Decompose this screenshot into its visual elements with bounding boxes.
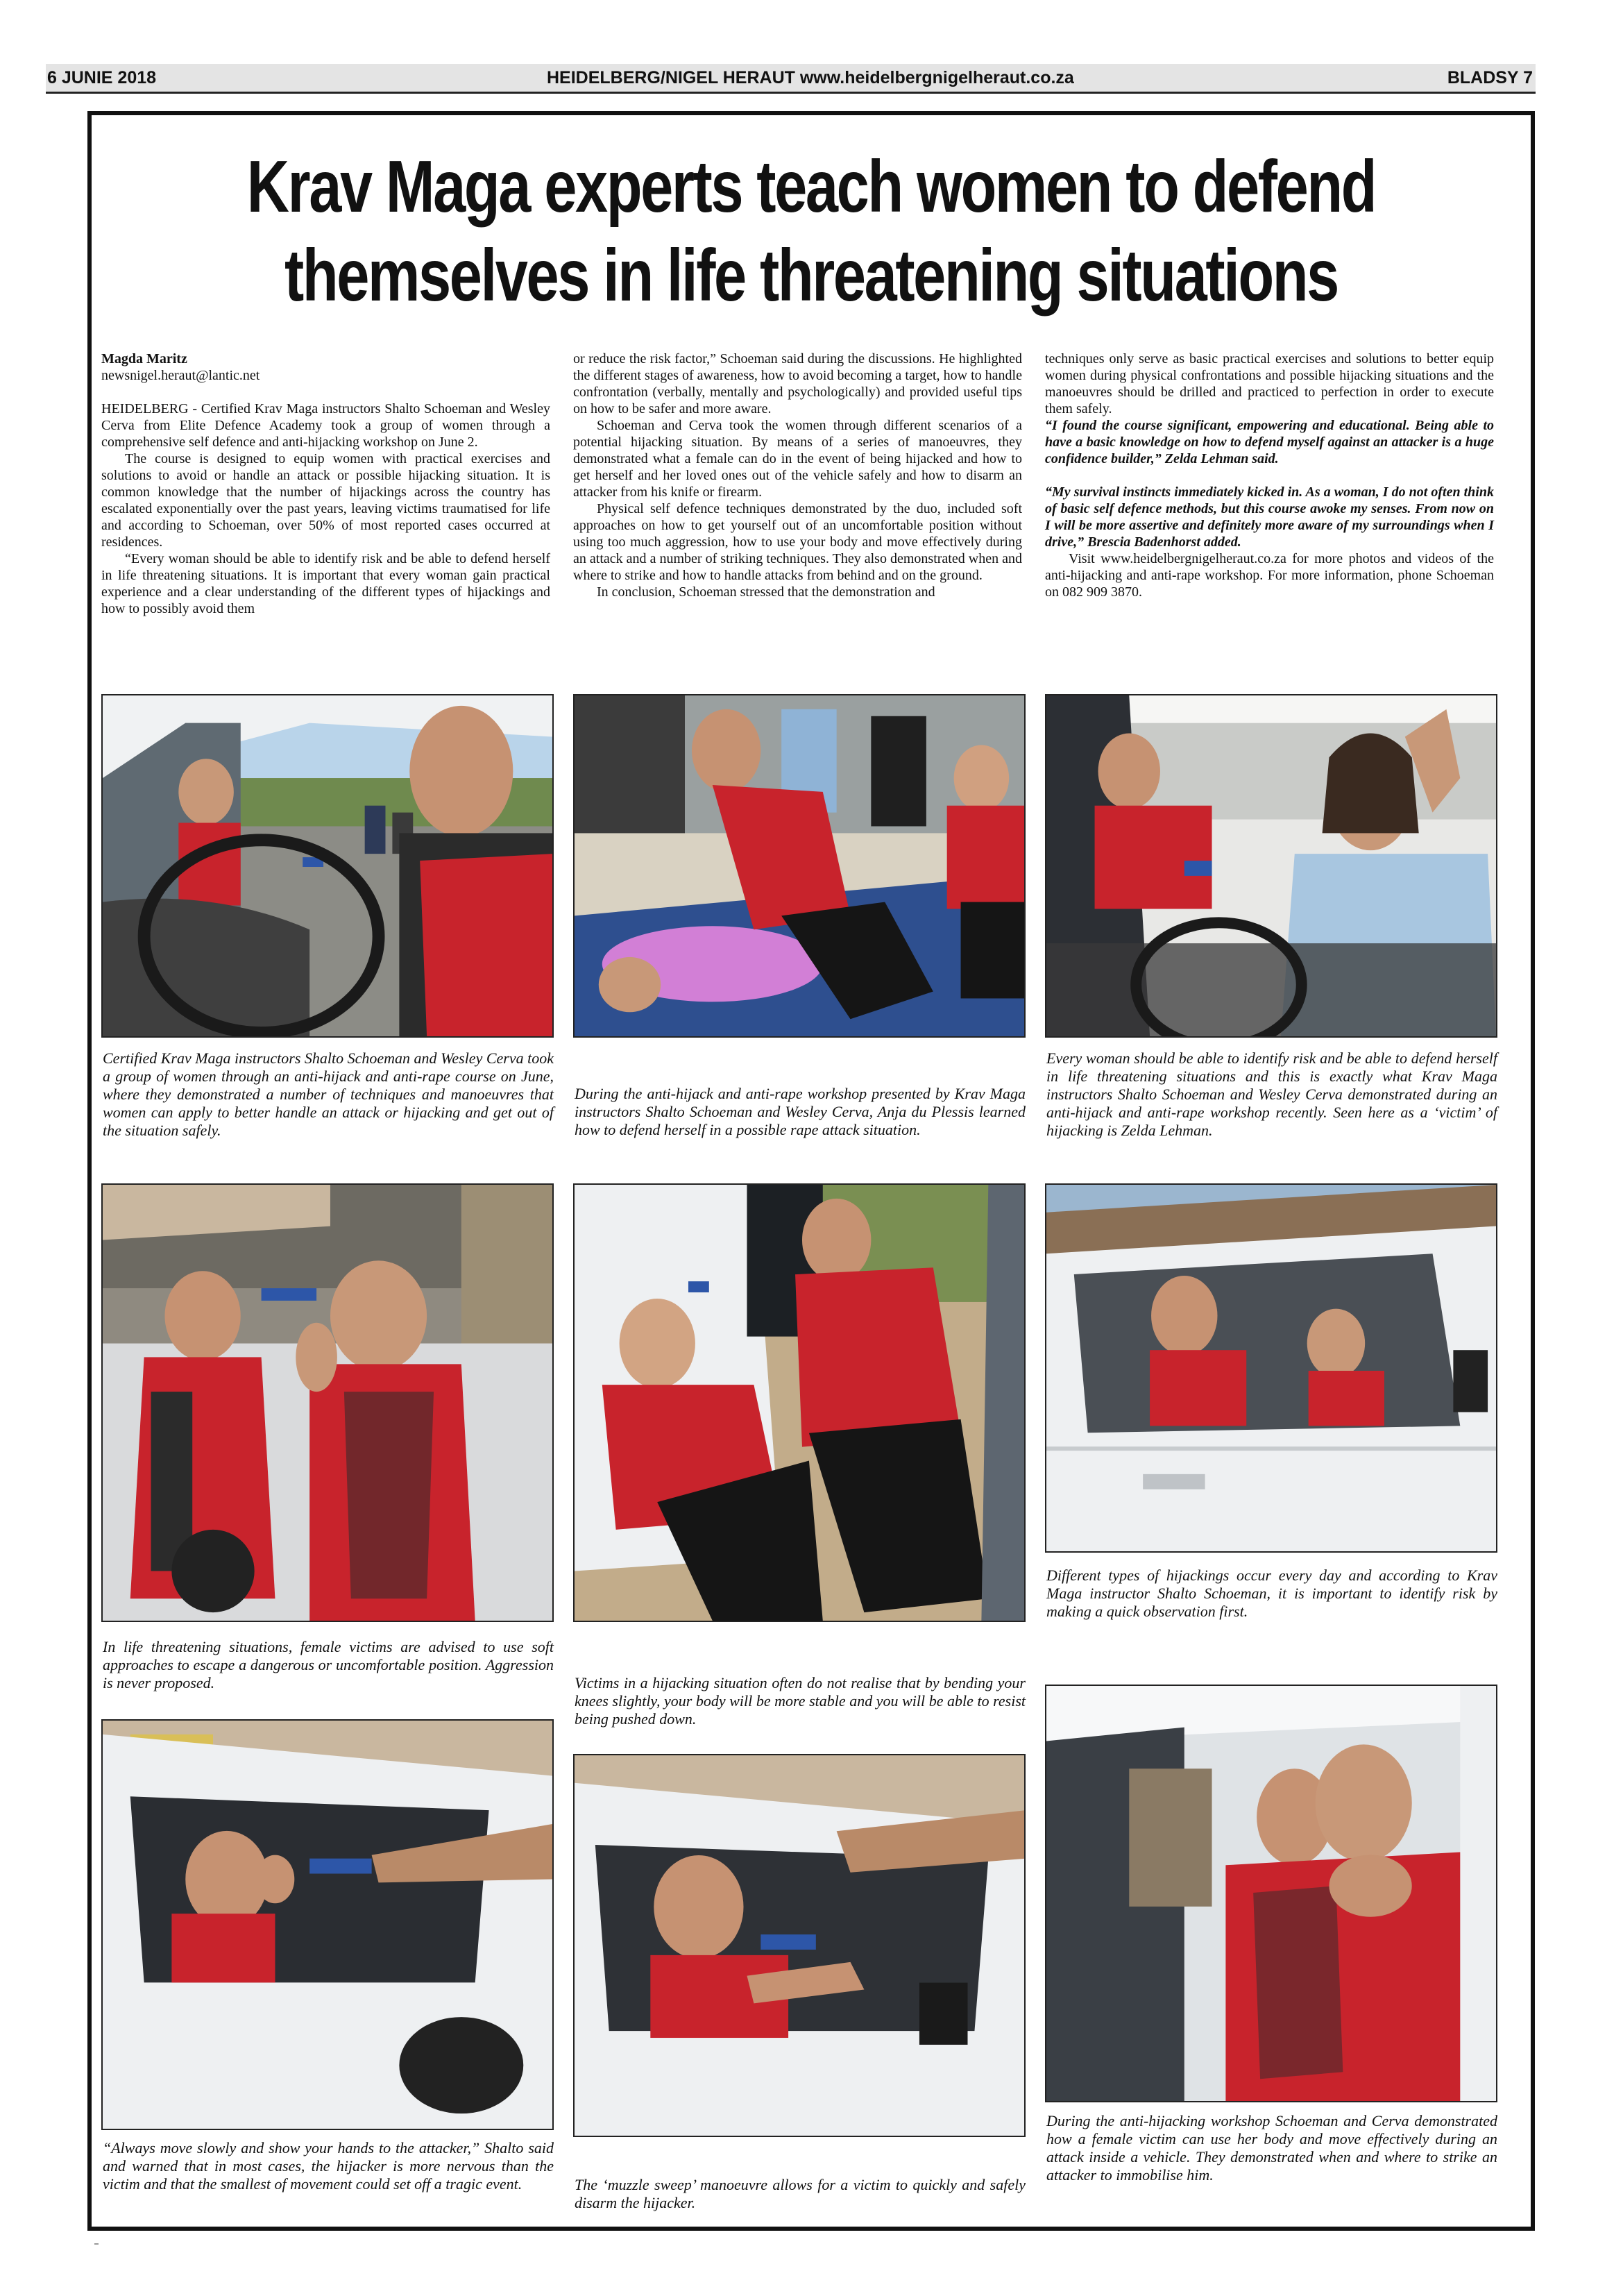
headline xyxy=(232,142,1391,320)
caption-1: Certified Krav Maga instructors Shalto Schoeman and Wesley Cerva took a group of women through an anti-hijack and anti-rape course on June, where they demonstrated a number of techniques and manoeuvres that women can apply to better handle an attack or hijacking and get out of the situation safely. xyxy=(103,1049,554,1139)
headline-line-1: Krav Maga experts teach women to defend xyxy=(246,146,1376,228)
caption-9: During the anti-hijacking workshop Schoeman and Cerva demonstrated how a female victim can use her body and move effectively during an attack inside a vehicle. They demonstrated when and where to strike an attacker to immobilise him. xyxy=(1046,2112,1497,2184)
paragraph: The course is designed to equip women with practical exercises and solutions to avoid or handle an attack or possible hijacking situation. It is common knowledge that the number of hijackings across the country has escalated exponentially over the past years, leaving victims traumatised for life and according to Schoeman, over 50% of most reported cases occurred at residences. xyxy=(101,451,550,550)
paragraph: In conclusion, Schoeman stressed that the demonstration and xyxy=(597,584,935,600)
paper-name: HEIDELBERG/NIGEL HERAUT www.heidelbergnigelheraut.co.za xyxy=(547,68,1074,87)
headline-line-2: themselves in life threatening situations xyxy=(284,235,1338,316)
photo-show-hands xyxy=(101,1719,554,2130)
paragraph: HEIDELBERG - Certified Krav Maga instructors Shalto Schoeman and Wesley Cerva from Elite Defence Academy took a group of women through a comprehensive self defence and anti-hijacking workshop on June 2. xyxy=(101,401,550,450)
page-number: BLADSY 7 xyxy=(1447,68,1533,87)
caption-8: The ‘muzzle sweep’ manoeuvre allows for a victim to quickly and safely disarm the hijacker. xyxy=(575,2176,1026,2211)
paragraph: Schoeman and Cerva took the women through different scenarios of a potential hijacking situation. By means of a series of manoeuvres, they demonstrated what a female can do in the event of being hijacked and how to get herself and her loved ones out of the vehicle safely and how to disarm an attacker from his knife or firearm. xyxy=(573,418,1022,500)
photo-car-hijack-driver xyxy=(101,694,554,1038)
photo-car-observation xyxy=(1045,1183,1497,1553)
issue-date: 6 JUNIE 2018 xyxy=(47,68,157,87)
paragraph: techniques only serve as basic practical exercises and solutions to better equip women during physical confrontations and possible hijacking situations and the manoeuvres should be drilled and practiced to perfection in order to execute them safely. xyxy=(1045,351,1494,416)
paragraph: Physical self defence techniques demonstrated by the duo, included soft approaches on how to get yourself out of an uncomfortable position without using too much aggression, how to use your body and move effectively during an attack and a number of striking techniques. They also demonstrated when and where to strike and how to handle attacks from behind and on the ground. xyxy=(573,501,1022,583)
photo-mat-ground-defence xyxy=(573,694,1026,1038)
article-column-2 xyxy=(573,351,1022,600)
masthead xyxy=(46,64,1536,94)
caption-6: Different types of hijackings occur every day and according to Krav Maga instructor Shalto Schoeman, it is important to identify risk by making a quick observation first. xyxy=(1046,1567,1497,1620)
photo-gun-soft-approach xyxy=(101,1183,554,1622)
author: Magda Maritz xyxy=(101,351,187,366)
caption-3: Every woman should be able to identify risk and be able to defend herself in life threatening situations and this is exactly what Krav Maga instructors Shalto Schoeman and Wesley Cerva demonstrated during an anti-hijack and anti-rape workshop recently. Seen here as a ‘victim’ of hijacking is Zelda Lehman. xyxy=(1046,1049,1497,1139)
paragraph: or reduce the risk factor,” Schoeman said during the discussions. He highlighted the different stages of awareness, how to avoid becoming a target, how to handle confrontation (verbally, mentally and psychologically) and provided useful tips on how to be safer and more aware. xyxy=(573,351,1022,416)
quote-zelda: “I found the course significant, empowering and educational. Being able to have a basic knowledge on how to defend myself against an attacker is a huge confidence builder,” Zelda Lehman said. xyxy=(1045,418,1494,466)
paragraph: Visit www.heidelbergnigelheraut.co.za for more photos and videos of the anti-hijacking and anti-rape workshop. For more information, phone Schoeman on 082 909 3870. xyxy=(1045,551,1494,600)
caption-4: In life threatening situations, female victims are advised to use soft approaches to escape a dangerous or uncomfortable position. Aggression is never proposed. xyxy=(103,1638,554,1691)
photo-muzzle-sweep xyxy=(573,1754,1026,2137)
article-column-3 xyxy=(1045,351,1494,600)
photo-bend-knees-resist xyxy=(573,1183,1026,1622)
article-column-1 xyxy=(101,351,550,617)
caption-5: Victims in a hijacking situation often do not realise that by bending your knees slightly, your body will be more stable and you will be able to resist being pushed down. xyxy=(575,1674,1026,1728)
caption-2: During the anti-hijack and anti-rape workshop presented by Krav Maga instructors Shalto Schoeman and Wesley Cerva, Anja du Plessis learned how to defend herself in a possible rape attack situation. xyxy=(575,1085,1026,1138)
quote-brescia: “My survival instincts immediately kicked in. As a woman, I do not often think of basic self defence methods, but this course awoke my senses. From now on I will be more assertive and definitely more aware of my surroundings when I drive,” Brescia Badenhorst added. xyxy=(1045,484,1494,550)
photo-strike-inside-vehicle xyxy=(1045,1685,1497,2102)
caption-7: “Always move slowly and show your hands to the attacker,” Shalto said and warned that in most cases, the hijacker is more nervous than the victim and that the smallest of movement could set off a tragic event. xyxy=(103,2139,554,2193)
paragraph: “Every woman should be able to identify risk and be able to defend herself in life threatening situations. It is important that every woman gain practical experience and a clear understanding of the different types of hijackings and how to possibly avoid them xyxy=(101,551,550,616)
author-email: newsnigel.heraut@lantic.net xyxy=(101,368,260,383)
page-mark xyxy=(94,2243,99,2245)
photo-car-victim-zelda xyxy=(1045,694,1497,1038)
